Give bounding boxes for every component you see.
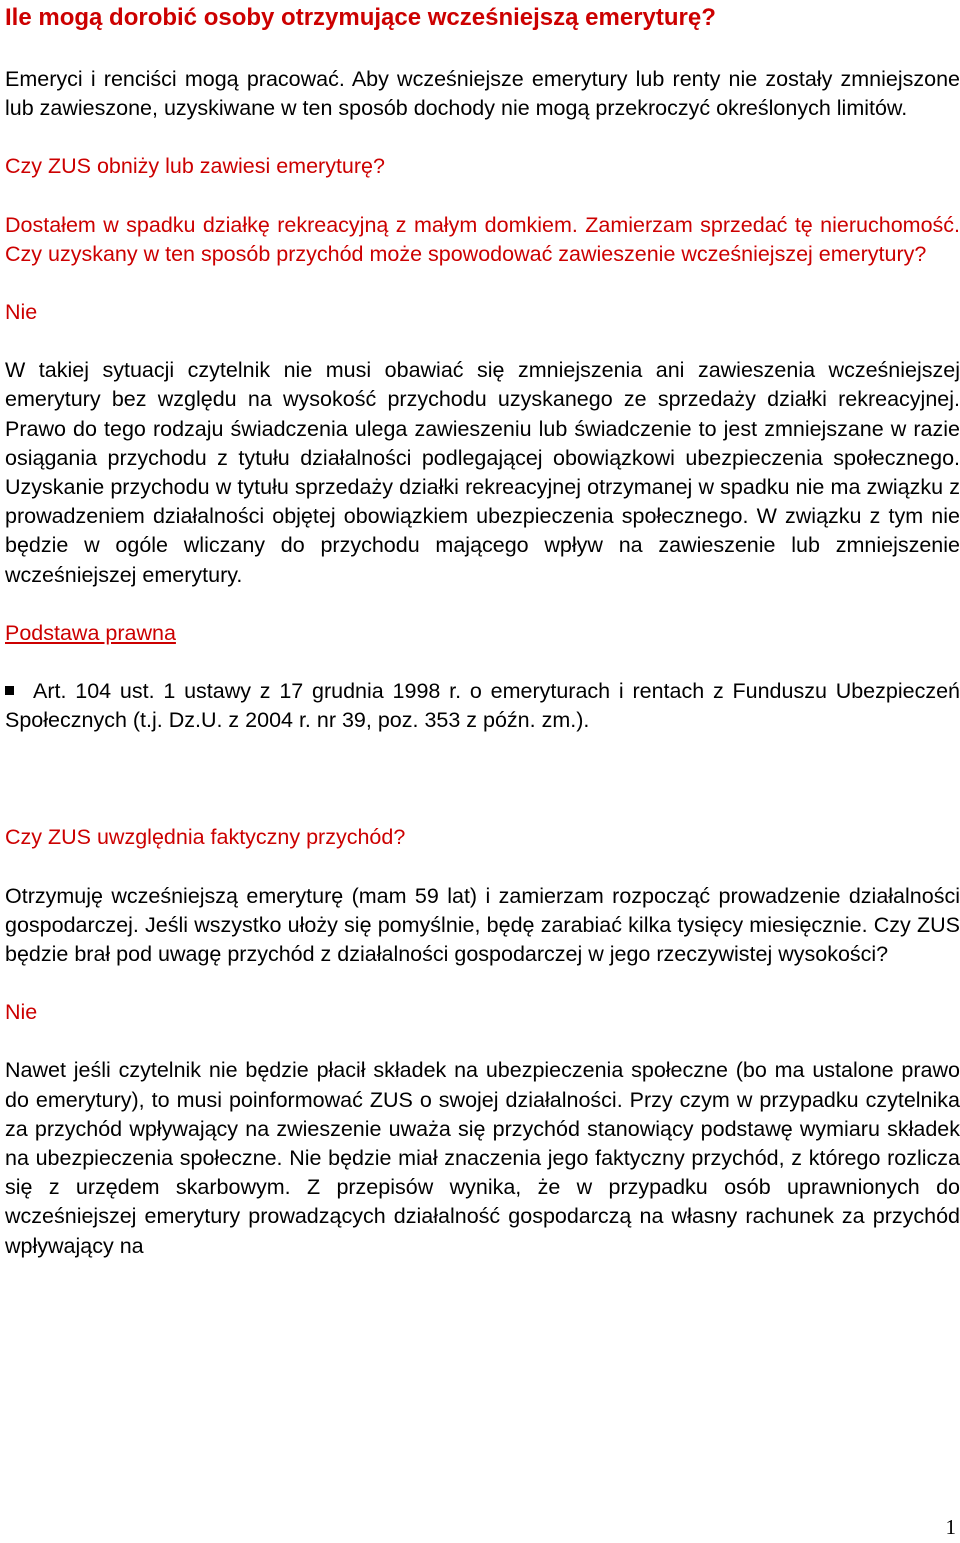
section1-legal-basis-label: Podstawa prawna — [5, 620, 176, 645]
document-title: Ile mogą dorobić osoby otrzymujące wcześniejszą emeryturę? — [5, 4, 716, 31]
section2-heading: Czy ZUS uwzględnia faktyczny przychód? — [5, 825, 406, 850]
section1-answer: W takiej sytuacji czytelnik nie musi obawiać się zmniejszenia ani zawieszenia wcześniejszej emerytury bez względu na wysokość przychodu uzyskanego ze sprzedaży działki rekreacyjnej. Prawo do tego rodzaju świadczenia ulega zawieszeniu lub świadczenie to jest zmniejszane w razie osiągania przychodu z tytułu działalności podlegającej obowiązkowi ubezpieczenia społecznego. Uzyskanie przychodu w tytułu sprzedaży działki rekreacyjnej otrzymanej w spadku nie ma związku z prowadzeniem działalności objętej obowiązkiem ubezpieczenia społecznego. W związku z tym nie będzie w ogóle wliczany do przychodu mającego wpływ na zawieszenie lub zmniejszenie wcześniejszej emerytury. — [5, 358, 960, 587]
section2-answer: Nawet jeśli czytelnik nie będzie płacił składek na ubezpieczenia społeczne (bo ma ustalone prawo do emerytury), to musi poinformować ZUS o swojej działalności. Przy czym w przypadku czytelnika za przychód wpływający na zwieszenie uważa się przychód stanowiący podstawę wymiaru składek na ubezpieczenia społeczne. Nie będzie miał znaczenia jego faktyczny przychód, z którego rozlicza się z urzędem skarbowym. Z przepisów wynika, że w przypadku osób uprawnionych do wcześniejszej emerytury prowadzących działalność gospodarczą na własny rachunek za przychód wpływający na — [5, 1058, 960, 1258]
section1-heading: Czy ZUS obniży lub zawiesi emeryturę? — [5, 154, 385, 179]
document-page — [5, 0, 960, 1261]
section-spacer — [5, 735, 960, 823]
section2-question: Otrzymuję wcześniejszą emeryturę (mam 59 lat) i zamierzam rozpocząć prowadzenie działalności gospodarczej. Jeśli wszystko ułoży się pomyślnie, będę zarabiać kilka tysięcy miesięcznie. Czy ZUS będzie brał pod uwagę przychód z działalności gospodarczej w jego rzeczywistej wysokości? — [5, 883, 960, 967]
section1-answer-label: Nie — [5, 300, 38, 325]
page-number: 1 — [945, 1515, 956, 1539]
legal-basis-text: Art. 104 ust. 1 ustawy z 17 grudnia 1998 r. o emeryturach i rentach z Funduszu Ubezpieczeń Społecznych (t.j. Dz.U. z 2004 r. nr 39, poz. 353 z późn. zm.). — [5, 679, 960, 733]
section1-question: Dostałem w spadku działkę rekreacyjną z małym domkiem. Zamierzam sprzedać tę nieruchomość. Czy uzyskany w ten sposób przychód może spowodować zawieszenie wcześniejszej emerytury? — [5, 212, 960, 266]
bullet-square-icon — [5, 686, 14, 695]
intro-paragraph: Emeryci i renciści mogą pracować. Aby wcześniejsze emerytury lub renty nie zostały zmniejszone lub zawieszone, uzyskiwane w ten sposób dochody nie mogą przekroczyć określonych limitów. — [5, 67, 960, 121]
section2-answer-label: Nie — [5, 1000, 38, 1025]
section1-legal-basis — [5, 677, 960, 735]
